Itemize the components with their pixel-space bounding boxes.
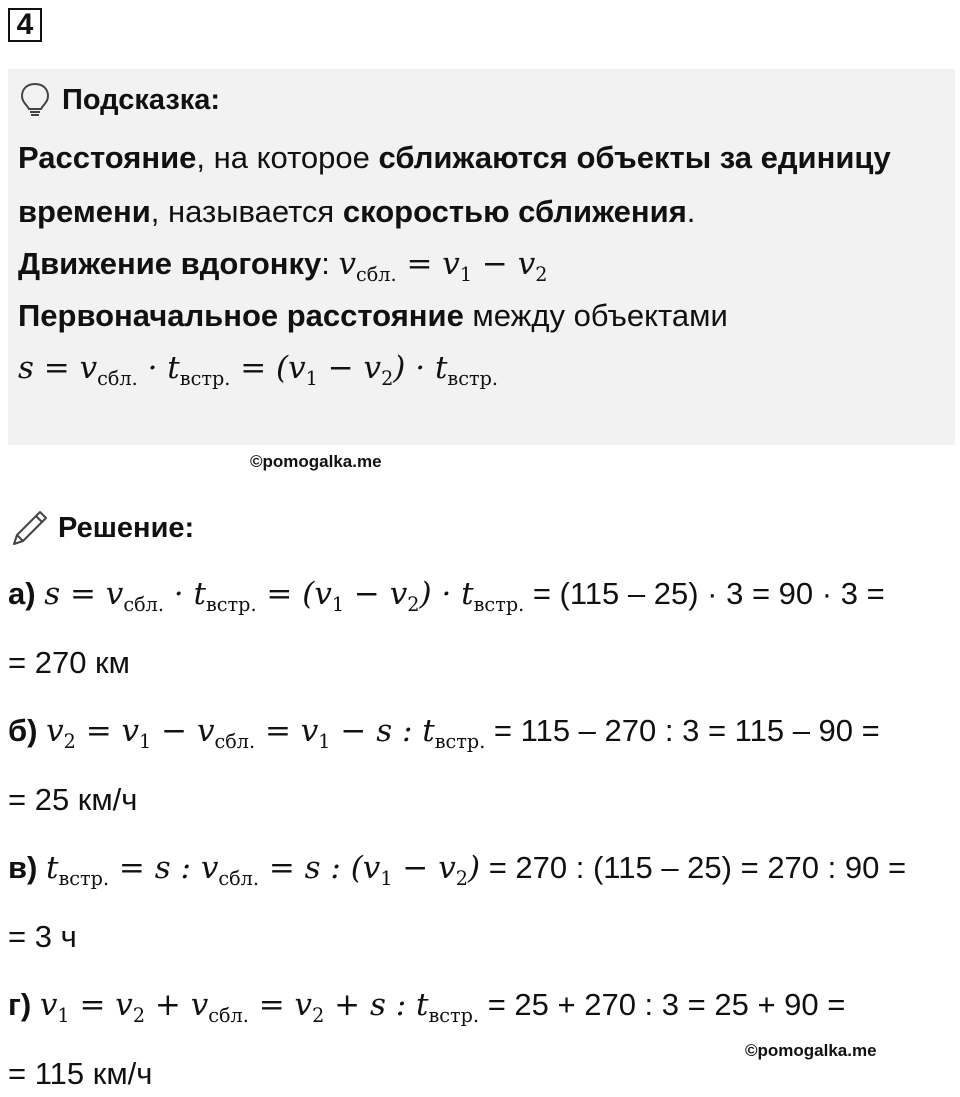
hint-line-4: Первоначальное расстояние между объектами	[18, 298, 728, 333]
formula-closing-speed: $v_{сбл.} = v_1 - v_2$	[338, 246, 548, 287]
hint-header	[18, 80, 220, 120]
hint-title: Подсказка:	[62, 83, 221, 116]
solution-header	[10, 508, 194, 548]
lightbulb-icon	[18, 81, 52, 119]
task-number: 4	[8, 8, 42, 42]
solution-b-line1: б) $v_2 = v_1 - v_{сбл.} = v_1 - s$ : $t_{встр.} = 115 - 270$ : 3 = 115 – 90 =	[8, 713, 880, 754]
solution-v-line1: в) $t_{встр.} = s$ : $v_{сбл.} = s$ : $(v_1 - v_2) = 270$ : (115 – 25) = 270 : 90 =	[8, 850, 907, 891]
solution-a-line2: = 270 км	[8, 645, 130, 680]
hint-line-5	[18, 350, 498, 390]
solution-b-line2: = 25 км/ч	[8, 782, 138, 817]
watermark-bottom: ©pomogalka.me	[745, 1041, 877, 1060]
formula-v: $t_{встр.} = s$ : $v_{сбл.} = s$ : $(v_1 - v_2)$	[46, 850, 481, 891]
solution-g-line2: = 115 км/ч	[8, 1056, 153, 1091]
hint-line-1: Расстояние, на которое сближаются объекты за единицу	[18, 140, 891, 175]
solution-title: Решение:	[58, 511, 195, 544]
formula-a: $s = v_{сбл.} \cdot t_{встр.} = (v_1 - v_2) \cdot t_{встр.}$	[44, 576, 525, 617]
hint-line-2: времени, называется скоростью сближения.	[18, 194, 696, 229]
formula-b: $v_2 = v_1 - v_{сбл.} = v_1 - s$ : $t_{встр.}$	[46, 713, 486, 754]
watermark-top: ©pomogalka.me	[250, 452, 382, 471]
formula-distance: $s = v_{сбл.} \cdot t_{встр.} = (v_1 - v_2) \cdot t_{встр.}$	[18, 350, 499, 391]
formula-g: $v_1 = v_2 + v_{сбл.} = v_2 + s$ : $t_{встр.}$	[39, 987, 480, 1028]
pencil-icon	[10, 508, 50, 548]
solution-g-line1: г) $v_1 = v_2 + v_{сбл.} = v_2 + s$ : $t_{встр.} = 25 + 270$ : 3 = 25 + 90 =	[8, 987, 846, 1028]
hint-line-3: Движение вдогонку: $v_{сбл.} = v_1 - v_2$	[18, 246, 548, 287]
solution-v-line2: = 3 ч	[8, 919, 77, 954]
solution-a-line1: а) $s = v_{сбл.} \cdot t_{встр.} = (v_1 - v_2) \cdot t_{встр.} = (115 - 25) \cdot 3 = 90 \cdot 3$ =	[8, 576, 885, 617]
